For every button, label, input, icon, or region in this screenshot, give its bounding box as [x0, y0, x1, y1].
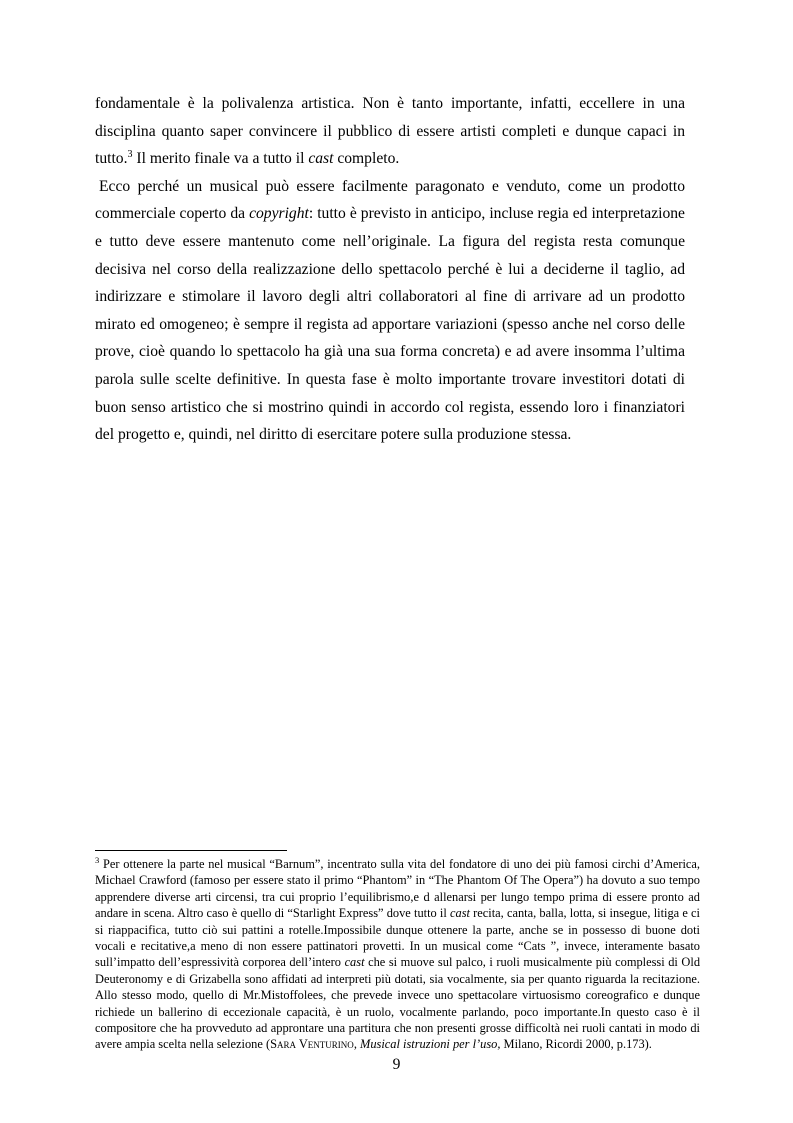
- paragraph-2-text: Ecco perché un musical può essere facilmente paragonato e venduto, come un prodotto commerciale coperto da: [95, 177, 685, 223]
- italic-term: cast: [344, 955, 365, 970]
- footnote-text-cont: recita, canta, balla, lotta, si insegue, litiga e ci si riappacifica, tutto ciò sui pattini a rotelle.Impossibile dunque ottenere la parte, anche se in possesso di buone doti vocali e recitative,a meno di non essere pattinatori provetti. In un musical come “Cats ”, invece, interamente basato sull’impatto dell’espressività corporea dell’intero: [95, 906, 700, 970]
- italic-term: copyright: [249, 205, 309, 223]
- footnote-separator-text: ,: [353, 1037, 361, 1052]
- footnote-text-cont: che si muove sul palco, i ruoli musicalmente più complessi di Old Deuteronomy e di Grizabella sono affidati ad interpreti più dotati, sia vocalmente, sia per quanto riguarda la recitazione. Allo stesso modo, quello di Mr.Mistoffolees, che prevede invece uno spettacolare virtuosismo coreografico e dunque richiede un ballerino di eccezionale capacità, è un ruolo, vocalmente parlando, poco importante.In questo caso è il compositore che ha provveduto ad approntare una partitura che non presenti grosse difficoltà nei ruoli cantati in modo di avere ampia scelta nella selezione (: [95, 955, 701, 1052]
- italic-term: cast: [450, 906, 470, 921]
- paragraph-2: [95, 173, 685, 449]
- paragraph-1-text-end: completo.: [333, 150, 400, 168]
- paragraph-2-text-cont: : tutto è previsto in anticipo, incluse regia ed interpretazione e tutto deve essere mantenuto come nell’originale. La figura del regista resta comunque decisiva nel corso della realizzazione dello spettacolo perché è lui a deciderne il taglio, ad indirizzare e stimolare il lavoro degli altri collaboratori al fine di arrivare ad un prodotto mirato ed omogeneo; è sempre il regista ad apportare variazioni (spesso anche nel corso delle prove, cioè quando lo spettacolo ha già una sua forma concreta) e ad avere insomma l’ultima parola sulle scelte definitive. In questa fase è molto importante trovare investitori dotati di buon senso artistico che si mostrino quindi in accordo col regista, essendo loro i finanziatori del progetto e, quindi, nel diritto di esercitare potere sulla produzione stessa.: [95, 205, 685, 444]
- page-number: 9: [392, 1056, 401, 1073]
- footnote: [95, 856, 700, 1053]
- citation-author: Sara Venturino: [270, 1037, 354, 1052]
- italic-term: cast: [308, 150, 334, 168]
- footnote-reference: 3: [127, 149, 133, 161]
- body-text: [95, 90, 685, 449]
- paragraph-1-text: fondamentale è la polivalenza artistica. Non è tanto importante, infatti, eccellere in una disciplina quanto saper convincere il pubblico di essere artisti completi e dunque capaci in tutto.: [95, 95, 685, 168]
- footnote-separator: [95, 850, 287, 851]
- footnote-text: Per ottenere la parte nel musical “Barnum”, incentrato sulla vita del fondatore di uno dei più famosi circhi d’America, Michael Crawford (famoso per essere stato il primo “Phantom” in “The Phantom Of The Opera”) ha dovuto a suo tempo apprendere diverse arti circensi, tra cui proprio l’equilibrismo,e d allenarsi per lungo tempo prima di essere pronto ad andare in scena. Altro caso è quello di “Starlight Express” dove tutto il: [95, 857, 700, 921]
- paragraph-1-text-cont: Il merito finale va a tutto il: [132, 150, 309, 168]
- paragraph-1: [95, 90, 685, 173]
- footnote-mark: 3: [95, 855, 100, 865]
- citation-title: Musical istruzioni per l’uso,: [360, 1037, 501, 1052]
- citation-details: Milano, Ricordi 2000, p.173).: [500, 1037, 652, 1052]
